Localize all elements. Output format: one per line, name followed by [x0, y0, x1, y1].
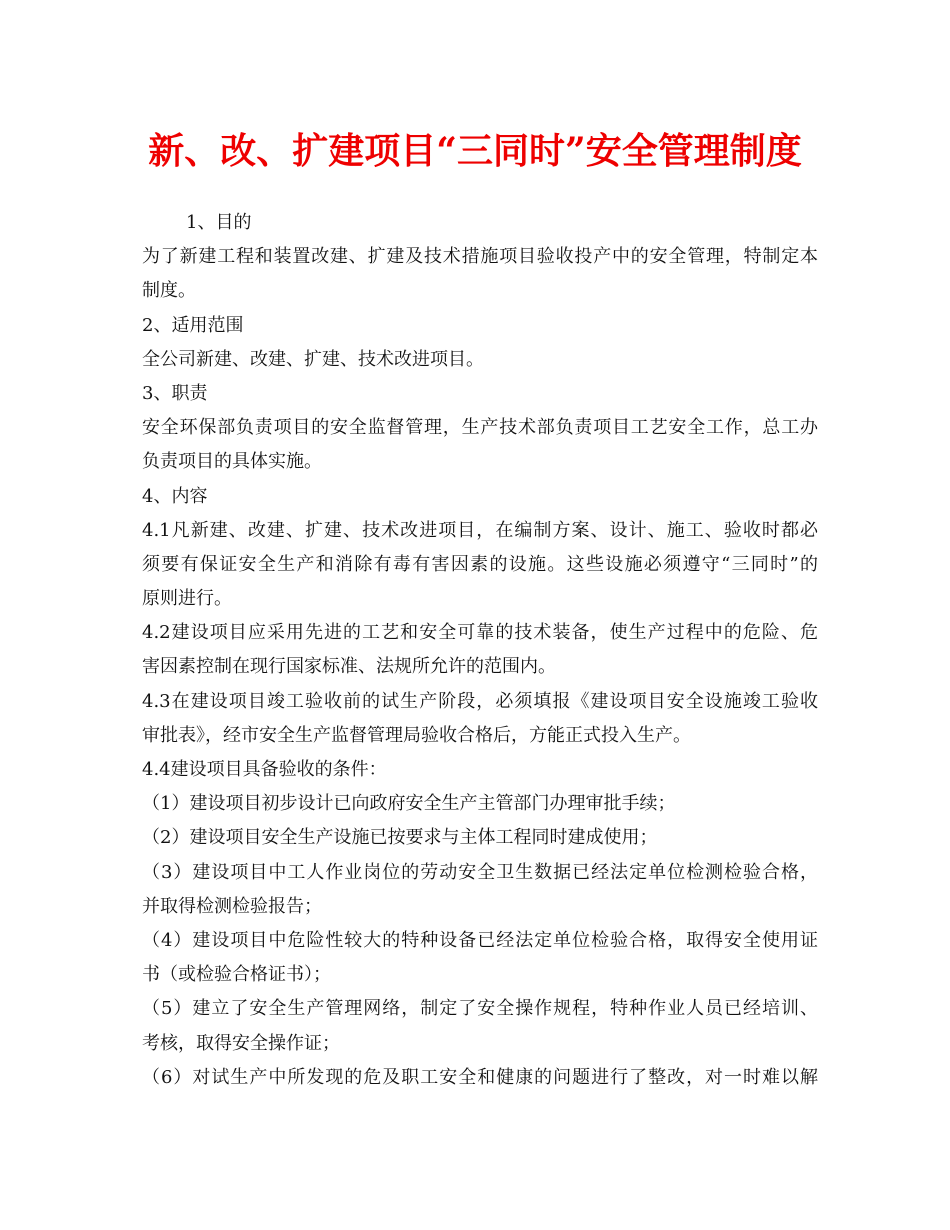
paragraph-line: 负责项目的具体实施。: [142, 451, 322, 473]
list-item: （4）建设项目中危险性较大的特种设备已经法定单位检验合格，取得安全使用证: [142, 929, 818, 951]
paragraph-line: 原则进行。: [142, 588, 232, 610]
section-heading-responsibility: 3、职责: [142, 382, 208, 404]
paragraph-line: 害因素控制在现行国家标准、法规所允许的范围内。: [142, 656, 556, 678]
section-heading-scope: 2、适用范围: [142, 314, 244, 336]
list-item-continuation: 考核，取得安全操作证；: [142, 1032, 340, 1054]
paragraph-line: 4.3在建设项目竣工验收前的试生产阶段，必须填报《建设项目安全设施竣工验收: [142, 690, 818, 712]
document-body: [142, 206, 818, 1095]
paragraph-line: 须要有保证安全生产和消除有毒有害因素的设施。这些设施必须遵守“三同时”的: [142, 553, 818, 575]
section-heading-content: 4、内容: [142, 485, 208, 507]
paragraph-line: 4.1凡新建、改建、扩建、技术改进项目，在编制方案、设计、施工、验收时都必: [142, 519, 818, 541]
list-item: （5）建立了安全生产管理网络，制定了安全操作规程，特种作业人员已经培训、: [142, 998, 818, 1020]
paragraph-line: 安全环保部负责项目的安全监督管理，生产技术部负责项目工艺安全工作，总工办: [142, 417, 818, 439]
document-title: 新、改、扩建项目“三同时”安全管理制度: [148, 130, 802, 172]
paragraph-line: 制度。: [142, 280, 196, 302]
list-item: （3）建设项目中工人作业岗位的劳动安全卫生数据已经法定单位检测检验合格，: [142, 861, 818, 883]
paragraph-line: 全公司新建、改建、扩建、技术改进项目。: [142, 348, 484, 370]
paragraph-line: 4.4建设项目具备验收的条件：: [142, 759, 387, 780]
section-heading-purpose: 1、目的: [186, 212, 252, 233]
list-item-continuation: 书（或检验合格证书）；: [142, 964, 331, 986]
list-item: （2）建设项目安全生产设施已按要求与主体工程同时建成使用；: [142, 827, 658, 849]
paragraph-line: 为了新建工程和装置改建、扩建及技术措施项目验收投产中的安全管理，特制定本: [142, 246, 818, 268]
list-item: （6）对试生产中所发现的危及职工安全和健康的问题进行了整改，对一时难以解: [142, 1066, 818, 1088]
paragraph-line: 审批表》，经市安全生产监督管理局验收合格后，方能正式投入生产。: [142, 724, 691, 746]
list-item-continuation: 并取得检测检验报告；: [142, 895, 322, 917]
paragraph-line: 4.2建设项目应采用先进的工艺和安全可靠的技术装备，使生产过程中的危险、危: [142, 622, 818, 644]
list-item: （1）建设项目初步设计已向政府安全生产主管部门办理审批手续；: [142, 793, 676, 815]
